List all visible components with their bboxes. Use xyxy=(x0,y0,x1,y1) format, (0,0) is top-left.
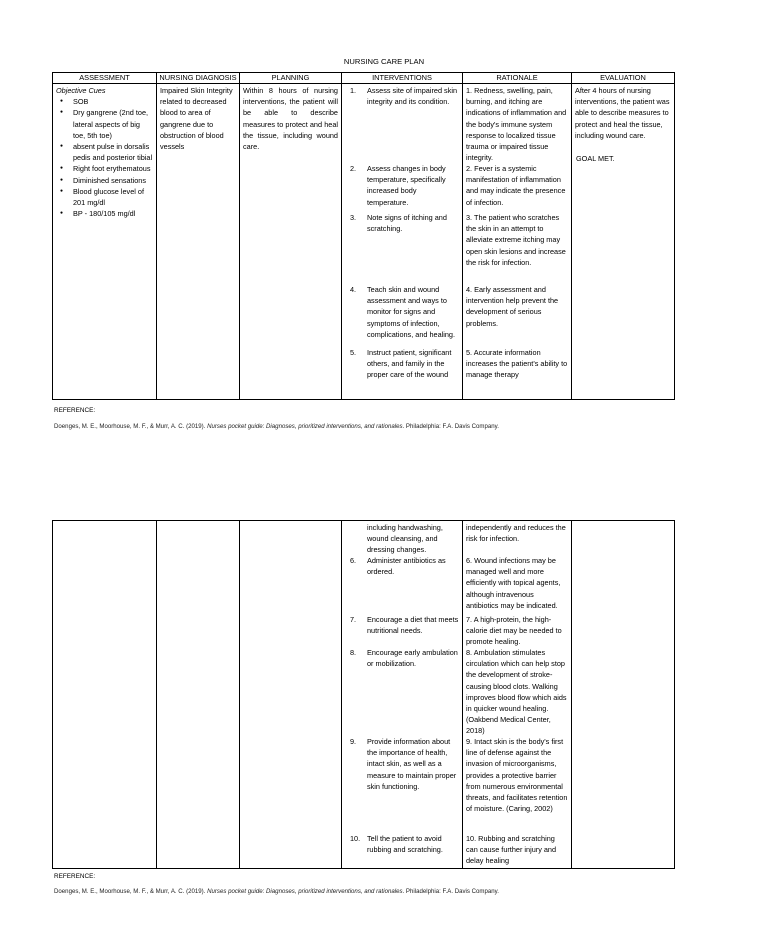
list-item: 9. Provide information about the importance of health, intact skin, as well as a measure to maintain proper skin functioning. xyxy=(350,737,457,791)
list-item: 5. Instruct patient, significant others, and family in the proper care of the wound xyxy=(350,348,452,380)
header-interventions: INTERVENTIONS xyxy=(342,73,463,84)
reference-label: REFERENCE: xyxy=(54,873,96,880)
list-item: 2. Assess changes in body temperature, specifically increased body temperature. xyxy=(350,164,446,207)
planning-cell xyxy=(240,84,342,400)
header-evaluation: EVALUATION xyxy=(572,73,675,84)
rationale-cell xyxy=(463,521,572,869)
list-item: ● absent pulse in dorsalis pedis and posterior tibial xyxy=(73,141,153,163)
table-row xyxy=(53,521,675,869)
goal-status: GOAL MET. xyxy=(576,154,615,164)
header-rationale: RATIONALE xyxy=(463,73,572,84)
list-item: ● Blood glucose level of 201 mg/dl xyxy=(73,186,153,208)
care-plan-table-page-1 xyxy=(52,72,675,400)
rationale-cell xyxy=(463,84,572,400)
interventions-cell xyxy=(342,521,463,869)
list-item: ● SOB xyxy=(73,96,153,107)
evaluation-cell xyxy=(572,84,675,400)
list-item: ● Dry gangrene (2nd toe, lateral aspects of big toe, 5th toe) xyxy=(73,107,153,141)
assessment-cell xyxy=(53,521,157,869)
list-item: 8. Encourage early ambulation or mobilization. xyxy=(350,648,458,669)
reference-label: REFERENCE: xyxy=(54,407,96,414)
list-item: ● Right foot erythematous xyxy=(73,163,153,174)
list-item: 1. Assess site of impaired skin integrity and its condition. xyxy=(350,86,458,107)
list-item: 3. The patient who scratches the skin in an attempt to alleviate extreme itching may open skin lesions and increase the risk for infection. xyxy=(466,213,566,267)
header-assessment: ASSESSMENT xyxy=(53,73,157,84)
diagnosis-cell xyxy=(157,84,240,400)
evaluation-text: After 4 hours of nursing interventions, the patient was able to describe measures to protect and heal the tissue, including wound care. xyxy=(575,86,670,140)
list-item: 10. Rubbing and scratching can cause further injury and delay healing xyxy=(466,834,557,866)
table-row xyxy=(53,84,675,400)
header-nursing-diagnosis: NURSING DIAGNOSIS xyxy=(157,73,240,84)
assessment-cell xyxy=(53,84,157,400)
objective-cues-label: Objective Cues xyxy=(56,86,106,95)
list-item: 6. Administer antibiotics as ordered. xyxy=(350,556,446,577)
list-item: 1. Redness, swelling, pain, burning, and itching are indications of inflammation and the body's immune system response to localized tissue trauma or impaired tissue integrity. xyxy=(466,86,567,163)
list-item: ● BP - 180/105 mg/dl xyxy=(73,208,153,219)
list-item: 5. Accurate information increases the patient's ability to manage therapy xyxy=(466,348,568,380)
cues-list xyxy=(56,96,153,219)
list-item: independently and reduces the risk for infection. xyxy=(466,523,566,544)
header-planning: PLANNING xyxy=(240,73,342,84)
planning-text: Within 8 hours of nursing interventions, the patient will be able to describe measures to protect and heal the tissue, including wound care. xyxy=(243,86,338,152)
page-title: NURSING CARE PLAN xyxy=(343,57,425,66)
list-item: ● Diminished sensations xyxy=(73,175,153,186)
planning-cell xyxy=(240,521,342,869)
list-item: 6. Wound infections may be managed well and more efficiently with topical agents, although intravenous antibiotics may be indicated. xyxy=(466,556,561,610)
interventions-cell xyxy=(342,84,463,400)
list-item: 10. Tell the patient to avoid rubbing and scratching. xyxy=(350,834,443,855)
care-plan-table-page-2 xyxy=(52,520,675,869)
list-item: 3. Note signs of itching and scratching. xyxy=(350,213,447,234)
list-item: 7. Encourage a diet that meets nutritional needs. xyxy=(350,615,459,636)
list-item: 4. Early assessment and intervention help prevent the development of serious problems. xyxy=(466,285,559,328)
list-item: 7. A high-protein, the high-calorie diet may be needed to promote healing. xyxy=(466,615,562,647)
list-item: 9. Intact skin is the body's first line of defense against the invasion of microorganisms, provides a protective barrier from numerous environmental threats, and facilitates retention of moisture. (Caring, 2002) xyxy=(466,737,568,814)
list-item: 8. Ambulation stimulates circulation which can help stop the development of stroke-causing blood clots. Walking improves blood flow which aids in quicker wound healing. (Oakbend Medical Center, 2018) xyxy=(466,648,567,736)
reference-citation: Doenges, M. E., Moorhouse, M. F., & Murr, A. C. (2019). Nurses pocket guide: Diagnoses, prioritized interventions, and rationales. Philadelphia: F.A. Davis Company. xyxy=(54,888,499,895)
list-item: including handwashing, wound cleansing, and dressing changes. xyxy=(367,523,443,555)
diagnosis-text: Impaired Skin Integrity related to decreased blood to area of gangrene due to obstruction of blood vessels xyxy=(160,86,233,152)
evaluation-cell xyxy=(572,521,675,869)
header-row xyxy=(53,73,675,84)
list-item: 2. Fever is a systemic manifestation of inflammation and may indicate the presence of infection. xyxy=(466,164,566,207)
reference-citation: Doenges, M. E., Moorhouse, M. F., & Murr, A. C. (2019). Nurses pocket guide: Diagnoses, prioritized interventions, and rationales. Philadelphia: F.A. Davis Company. xyxy=(54,423,499,430)
list-item: 4. Teach skin and wound assessment and ways to monitor for signs and symptoms of infection, complications, and healing. xyxy=(350,285,456,339)
diagnosis-cell xyxy=(157,521,240,869)
